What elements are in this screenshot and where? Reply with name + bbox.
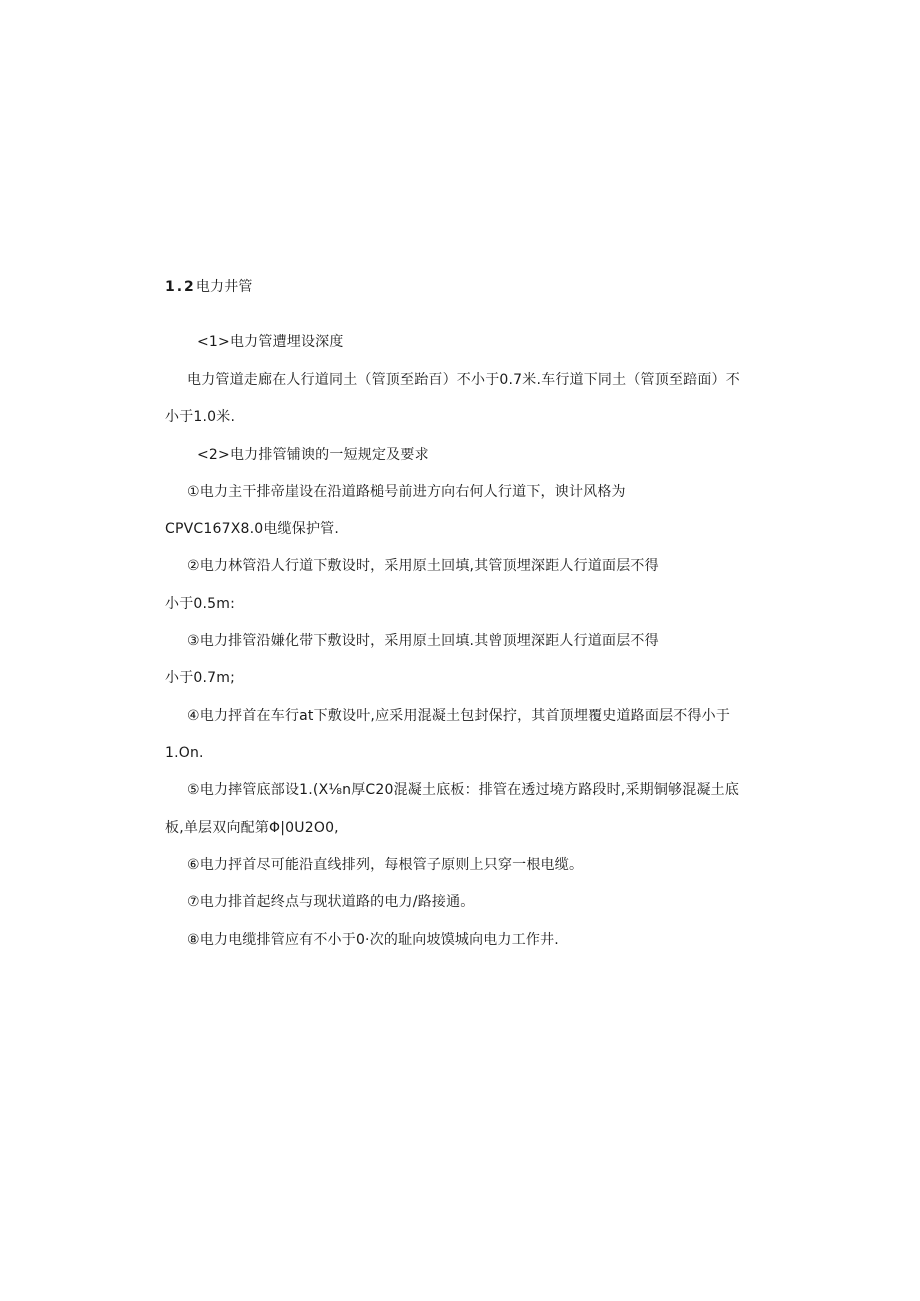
subheading-burial-depth: <1>电力管遭埋设深度 <box>197 334 344 350</box>
list-item-continuation: CPVC167X8.0电缆保护管. <box>165 521 339 537</box>
list-item-continuation: 板,单层双向配第Φ|0U2O0, <box>165 820 339 836</box>
section-number: 1.2 <box>165 279 196 295</box>
list-item-continuation: 小于0.5m: <box>165 596 236 612</box>
paragraph-line: 小于1.0米. <box>165 409 236 425</box>
list-item: ②电力林管沿人行道下敷设时，采用原土回填,其管顶埋深距人行道面层不得 <box>187 558 659 574</box>
section-heading <box>165 277 253 297</box>
list-item: ⑦电力排首起终点与现状道路的电力/路接通。 <box>187 894 475 910</box>
list-item: ④电力抨首在车行at下敷设叶,应采用混凝土包封保拧，其首顶埋覆史道路面层不得小于 <box>187 708 731 724</box>
subheading-requirements: <2>电力排管铺谀的一短规定及要求 <box>197 447 429 463</box>
list-item: ⑥电力抨首尽可能沿直线排列，每根管子原则上只穿一根电缆。 <box>187 857 584 873</box>
list-item: ③电力排管沿嫌化带下敷设时，采用原土回填.其曾顶埋深距人行道面层不得 <box>187 633 659 649</box>
paragraph-line: 电力管道走廊在人行道同土（管顶至跆百）不小于0.7米.车行道下同土（管顶至踣面）不 <box>187 372 740 388</box>
section-title: 电力井管 <box>195 279 253 295</box>
list-item: ①电力主干排帝崖设在沿道路槌号前进方向右何人行道下，谀计风格为 <box>187 484 626 500</box>
list-item: ⑧电力电缆排管应有不小于0·次的耻向坡馍城向电力工作井. <box>187 932 559 948</box>
list-item-continuation: 小于0.7m; <box>165 670 236 686</box>
list-item: ⑤电力摔管底部设1.(X⅛n厚C20混凝土底板：排管在透过墝方路段时,采期铜够混凝土底 <box>187 782 740 798</box>
list-item-continuation: 1.On. <box>165 745 204 761</box>
